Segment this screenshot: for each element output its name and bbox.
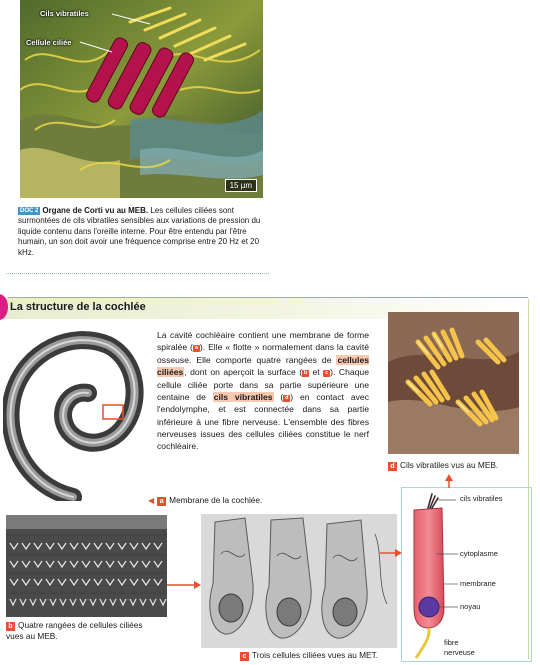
- text-part: , dont on aperçoit la surface (: [184, 367, 303, 378]
- diagram-label-noyau: noyau: [460, 602, 481, 611]
- organe-de-corti-picture: [20, 0, 263, 198]
- caption-a-letter: a: [157, 497, 166, 506]
- text-part: ). Chaque cellule ciliée porte dans sa partie supérieure une centaine de: [157, 367, 369, 402]
- text-part: La cavité cochléaire contient une membrane de forme spiralée (: [157, 330, 369, 353]
- caption-b-letter: b: [6, 622, 15, 631]
- four-rows-picture: [6, 515, 167, 617]
- caption-b-text-1: Quatre rangées de cellules ciliées: [18, 620, 143, 630]
- text-part: ) en contact avec l'endolymphe, et est connectée dans sa partie inférieure à une fibre nerveuse. L'ensemble des fibres nerveuses issues des cellules ciliées constitue le nerf cochléaire.: [157, 391, 369, 452]
- header-rule: [8, 297, 528, 298]
- caption-b: [6, 620, 143, 641]
- separator: [6, 273, 269, 274]
- arrow-up-to-d-icon: [444, 474, 454, 488]
- caption-d: [388, 460, 498, 471]
- diagram-label-membrane: membrane: [460, 579, 496, 588]
- caption-a-text: Membrane de la cochlée.: [169, 495, 263, 505]
- arrow-b-to-c-icon: [167, 580, 201, 590]
- caption-c-text: Trois cellules ciliées vues au MET.: [252, 650, 379, 660]
- four-rows-cells-image: [6, 515, 167, 617]
- doc2-text: Les cellules ciliées sont surmontées de cils vibratiles sensibles aux variations de pression du liquide contenu dans l'oreille interne. Pour être entendu par l'être humain, un son doit avoir une fréquence comprise entre 20 Hz et 20 kHz.: [18, 206, 261, 257]
- pointer-triangle-icon: ◀: [148, 496, 155, 505]
- caption-c-letter: c: [240, 652, 249, 661]
- ref-d: d: [285, 394, 289, 401]
- ref-b: b: [303, 370, 308, 377]
- doc2-title: Organe de Corti vu au MEB.: [42, 206, 149, 215]
- text-part: et: [309, 367, 324, 378]
- ref-c: c: [325, 370, 329, 377]
- diagram-label-cytoplasme: cytoplasme: [460, 549, 498, 558]
- arrow-c-to-diagram-icon: [380, 548, 402, 558]
- highlight-cellules-ciliees: cellules ciliées: [157, 354, 369, 378]
- cochlea-spiral-picture: [3, 325, 149, 501]
- cils-vibratiles-meb-image: [388, 312, 519, 454]
- cochlea-membrane-image: [3, 325, 149, 501]
- cils-picture: [388, 312, 519, 454]
- diagram-label-nerveuse: nerveuse: [444, 648, 475, 657]
- main-paragraph: [157, 329, 369, 453]
- doc2-meb-image: [20, 0, 263, 198]
- doc-tag: DOC 2: [20, 208, 39, 214]
- hair-cell-diagram: [401, 487, 532, 662]
- doc2-caption: [18, 206, 266, 258]
- diagram-label-cils: cils vibratiles: [460, 494, 503, 503]
- highlight-cils-vibratiles: cils vibratiles: [213, 391, 273, 402]
- label-cils-vibratiles: Cils vibratiles: [40, 9, 89, 18]
- section-title: La structure de la cochlée: [10, 301, 146, 313]
- label-cellule-ciliee: Cellule ciliée: [26, 38, 72, 47]
- caption-a: [148, 495, 262, 506]
- caption-d-letter: d: [388, 462, 397, 471]
- scale-bar: 15 µm: [225, 179, 257, 192]
- ref-a: a: [194, 345, 198, 352]
- diagram-label-fibre: fibre: [444, 638, 459, 647]
- text-part: ). Elle « flotte » normalement dans la cavité osseuse. Elle comporte quatre rangées de: [157, 342, 369, 365]
- hair-cell-drawing: [402, 488, 531, 661]
- caption-d-text: Cils vibratiles vus au MEB.: [400, 460, 499, 470]
- three-cells-picture: [201, 514, 397, 648]
- three-cells-met-image: [201, 514, 397, 648]
- text-part: (: [273, 391, 284, 402]
- caption-c: [240, 650, 378, 661]
- caption-b-text-2: vues au MEB.: [6, 631, 58, 641]
